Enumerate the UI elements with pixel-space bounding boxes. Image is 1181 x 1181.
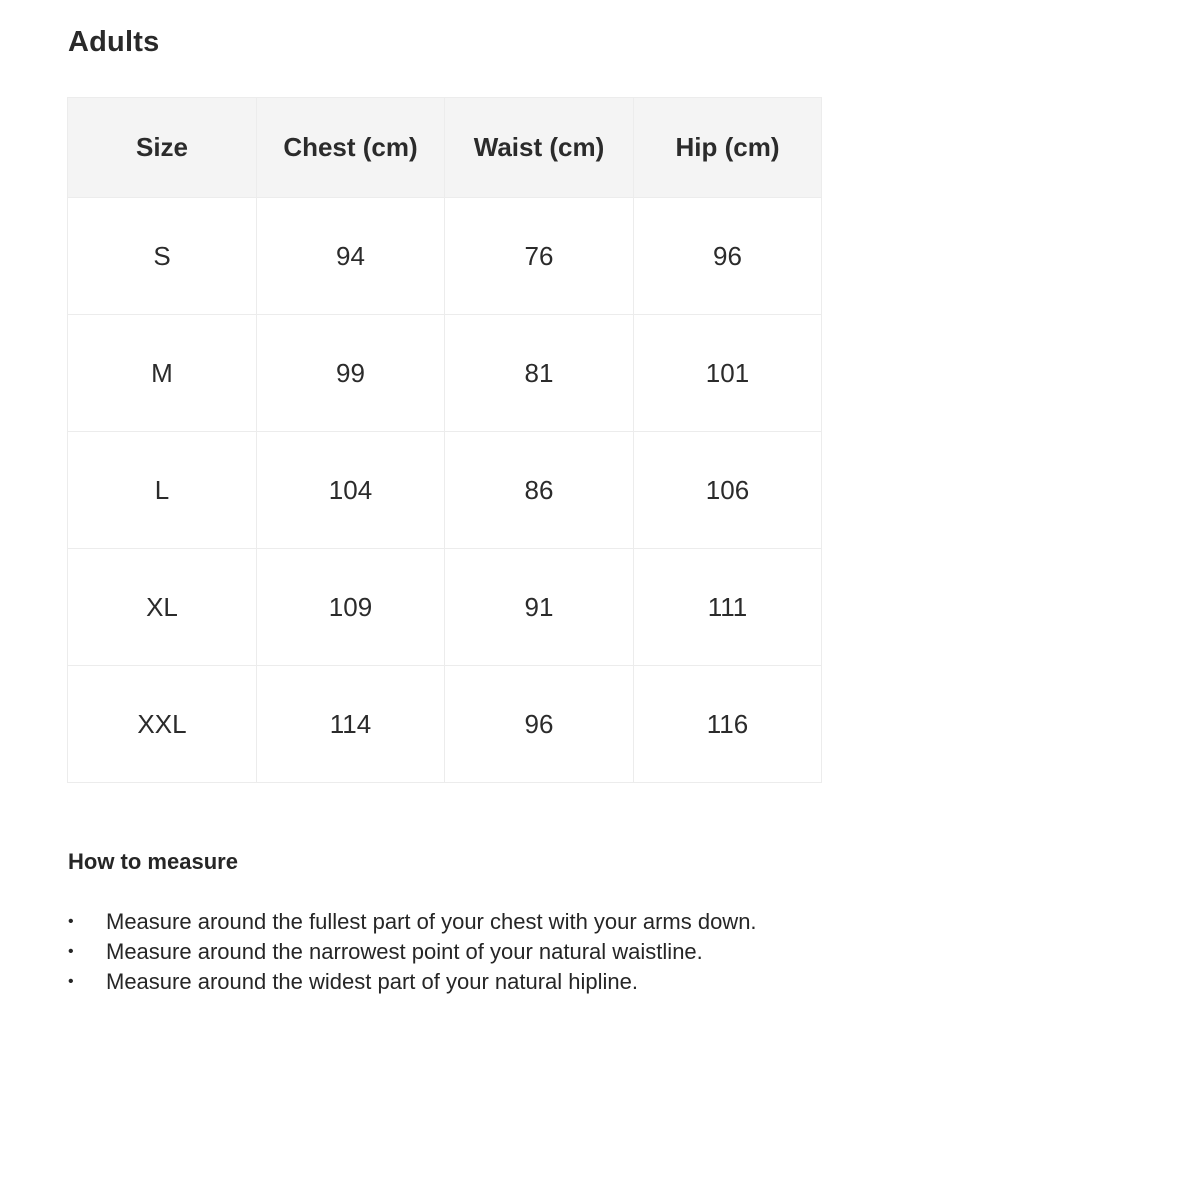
cell-waist: 81 [445, 315, 634, 432]
cell-waist: 76 [445, 198, 634, 315]
table-row [68, 198, 822, 315]
cell-hip: 101 [634, 315, 822, 432]
table-header-row [68, 98, 822, 198]
list-item [68, 967, 757, 997]
cell-chest: 114 [257, 666, 445, 783]
bullet-icon: • [68, 943, 74, 960]
list-item [68, 937, 757, 967]
instruction-waist: Measure around the narrowest point of your natural waistline. [106, 939, 703, 964]
header-hip: Hip (cm) [634, 98, 822, 198]
table-row [68, 549, 822, 666]
table-row [68, 432, 822, 549]
cell-waist: 86 [445, 432, 634, 549]
cell-size: M [68, 315, 257, 432]
table-row [68, 666, 822, 783]
cell-hip: 116 [634, 666, 822, 783]
cell-hip: 96 [634, 198, 822, 315]
header-waist: Waist (cm) [445, 98, 634, 198]
instruction-chest: Measure around the fullest part of your chest with your arms down. [106, 909, 757, 934]
measure-instructions-list [68, 907, 757, 997]
how-to-measure-heading: How to measure [68, 849, 238, 874]
cell-size: L [68, 432, 257, 549]
cell-chest: 99 [257, 315, 445, 432]
cell-waist: 91 [445, 549, 634, 666]
cell-waist: 96 [445, 666, 634, 783]
table-row [68, 315, 822, 432]
cell-size: XL [68, 549, 257, 666]
size-chart-table [67, 97, 822, 783]
cell-size: S [68, 198, 257, 315]
cell-chest: 94 [257, 198, 445, 315]
cell-chest: 109 [257, 549, 445, 666]
list-item [68, 907, 757, 937]
cell-size: XXL [68, 666, 257, 783]
cell-hip: 111 [634, 549, 822, 666]
instruction-hip: Measure around the widest part of your natural hipline. [106, 969, 638, 994]
cell-chest: 104 [257, 432, 445, 549]
bullet-icon: • [68, 973, 74, 990]
cell-hip: 106 [634, 432, 822, 549]
header-chest: Chest (cm) [257, 98, 445, 198]
header-size: Size [68, 98, 257, 198]
page-title: Adults [68, 26, 160, 58]
bullet-icon: • [68, 913, 74, 930]
